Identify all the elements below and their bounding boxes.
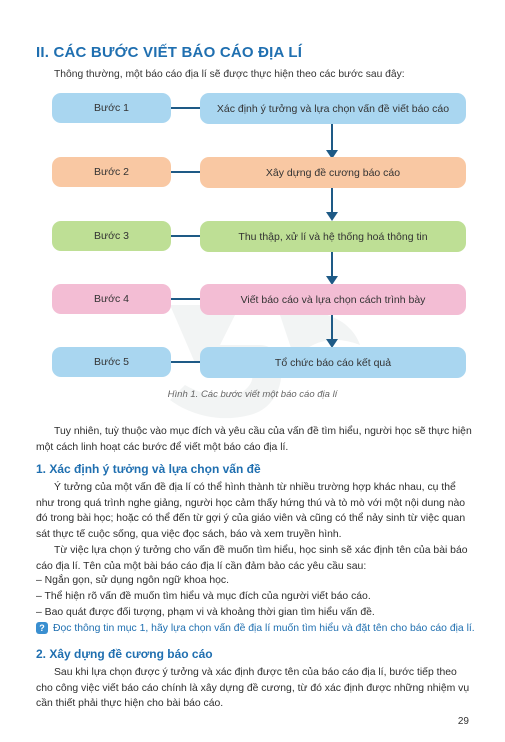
question-icon: ? — [36, 622, 48, 634]
flow-line-1 — [331, 124, 333, 153]
paragraph-2: Ý tưởng của một vấn đề địa lí có thể hình thành từ nhiều trường hợp khác nhau, cụ thể như trong quá trình nghe giảng, người học cảm thấy hứng thú và tò mò với một nội dung nào đó trong bài học; hoặc có thể đến từ gợi ý của giáo viên và cũng có thể nảy sinh từ việc quan sát thực tế cuộc sống, qua việc đọc sách, báo và xem truyền hình. — [36, 482, 466, 541]
connector-3 — [171, 235, 200, 237]
subsection-title-1: 1. Xác định ý tưởng và lựa chọn vấn đề — [36, 462, 261, 476]
requirement-item-1: – Ngắn gọn, sử dụng ngôn ngữ khoa học. — [36, 575, 230, 586]
paragraph-4: Sau khi lựa chọn được ý tưởng và xác định được tên của báo cáo địa lí, bước tiếp theo cho công việc viết báo cáo chính là xây dựng đề cương, từ đó xác định được những nhiệm vụ cần thiết phải thực hiện cho bài báo cáo. — [36, 667, 470, 710]
intro-text: Thông thường, một báo cáo địa lí sẽ được thực hiện theo các bước sau đây: — [54, 69, 405, 80]
figure-caption: Hình 1. Các bước viết một báo cáo địa lí — [167, 389, 338, 400]
page-number: 29 — [457, 716, 469, 727]
flow-line-2 — [331, 188, 333, 215]
connector-5 — [171, 361, 200, 363]
step-label-1: Bước 1 — [52, 93, 171, 123]
step-box-5: Tổ chức báo cáo kết quả — [200, 347, 466, 378]
paragraph-3: Từ việc lựa chọn ý tưởng cho vấn đề muốn tìm hiểu, học sinh sẽ xác định tên của bài báo cáo địa lí. Tên của một bài báo cáo địa lí cần đảm bảo các yêu cầu sau: — [36, 545, 468, 572]
step-box-2: Xây dựng đề cương báo cáo — [200, 157, 466, 188]
step-label-2: Bước 2 — [52, 157, 171, 187]
step-box-4: Viết báo cáo và lựa chọn cách trình bày — [200, 284, 466, 315]
connector-2 — [171, 171, 200, 173]
down-arrow-icon — [326, 212, 338, 221]
requirement-item-3: – Bao quát được đối tượng, phạm vi và khoảng thời gian tìm hiểu vấn đề. — [36, 607, 375, 618]
connector-4 — [171, 298, 200, 300]
step-label-5: Bước 5 — [52, 347, 171, 377]
step-box-3: Thu thập, xử lí và hệ thống hoá thông tin — [200, 221, 466, 252]
task-text: Đọc thông tin mục 1, hãy lựa chọn vấn đề địa lí muốn tìm hiểu và đặt tên cho báo cáo địa lí. — [53, 622, 475, 634]
flow-line-3 — [331, 252, 333, 279]
step-label-4: Bước 4 — [52, 284, 171, 314]
requirement-item-2: – Thể hiện rõ vấn đề muốn tìm hiểu và mục đích của người viết báo cáo. — [36, 591, 371, 602]
step-label-3: Bước 3 — [52, 221, 171, 251]
connector-1 — [171, 107, 200, 109]
step-box-1: Xác định ý tưởng và lựa chọn vấn đề viết báo cáo — [200, 93, 466, 124]
task-prompt — [36, 622, 475, 634]
paragraph-1: Tuy nhiên, tuỳ thuộc vào mục đích và yêu cầu của vấn đề tìm hiểu, người học sẽ thực hiện một cách linh hoạt các bước để viết một báo cáo địa lí. — [36, 426, 472, 453]
flow-line-4 — [331, 315, 333, 342]
section-title: II. CÁC BƯỚC VIẾT BÁO CÁO ĐỊA LÍ — [36, 44, 303, 61]
subsection-title-2: 2. Xây dựng đề cương báo cáo — [36, 647, 213, 661]
